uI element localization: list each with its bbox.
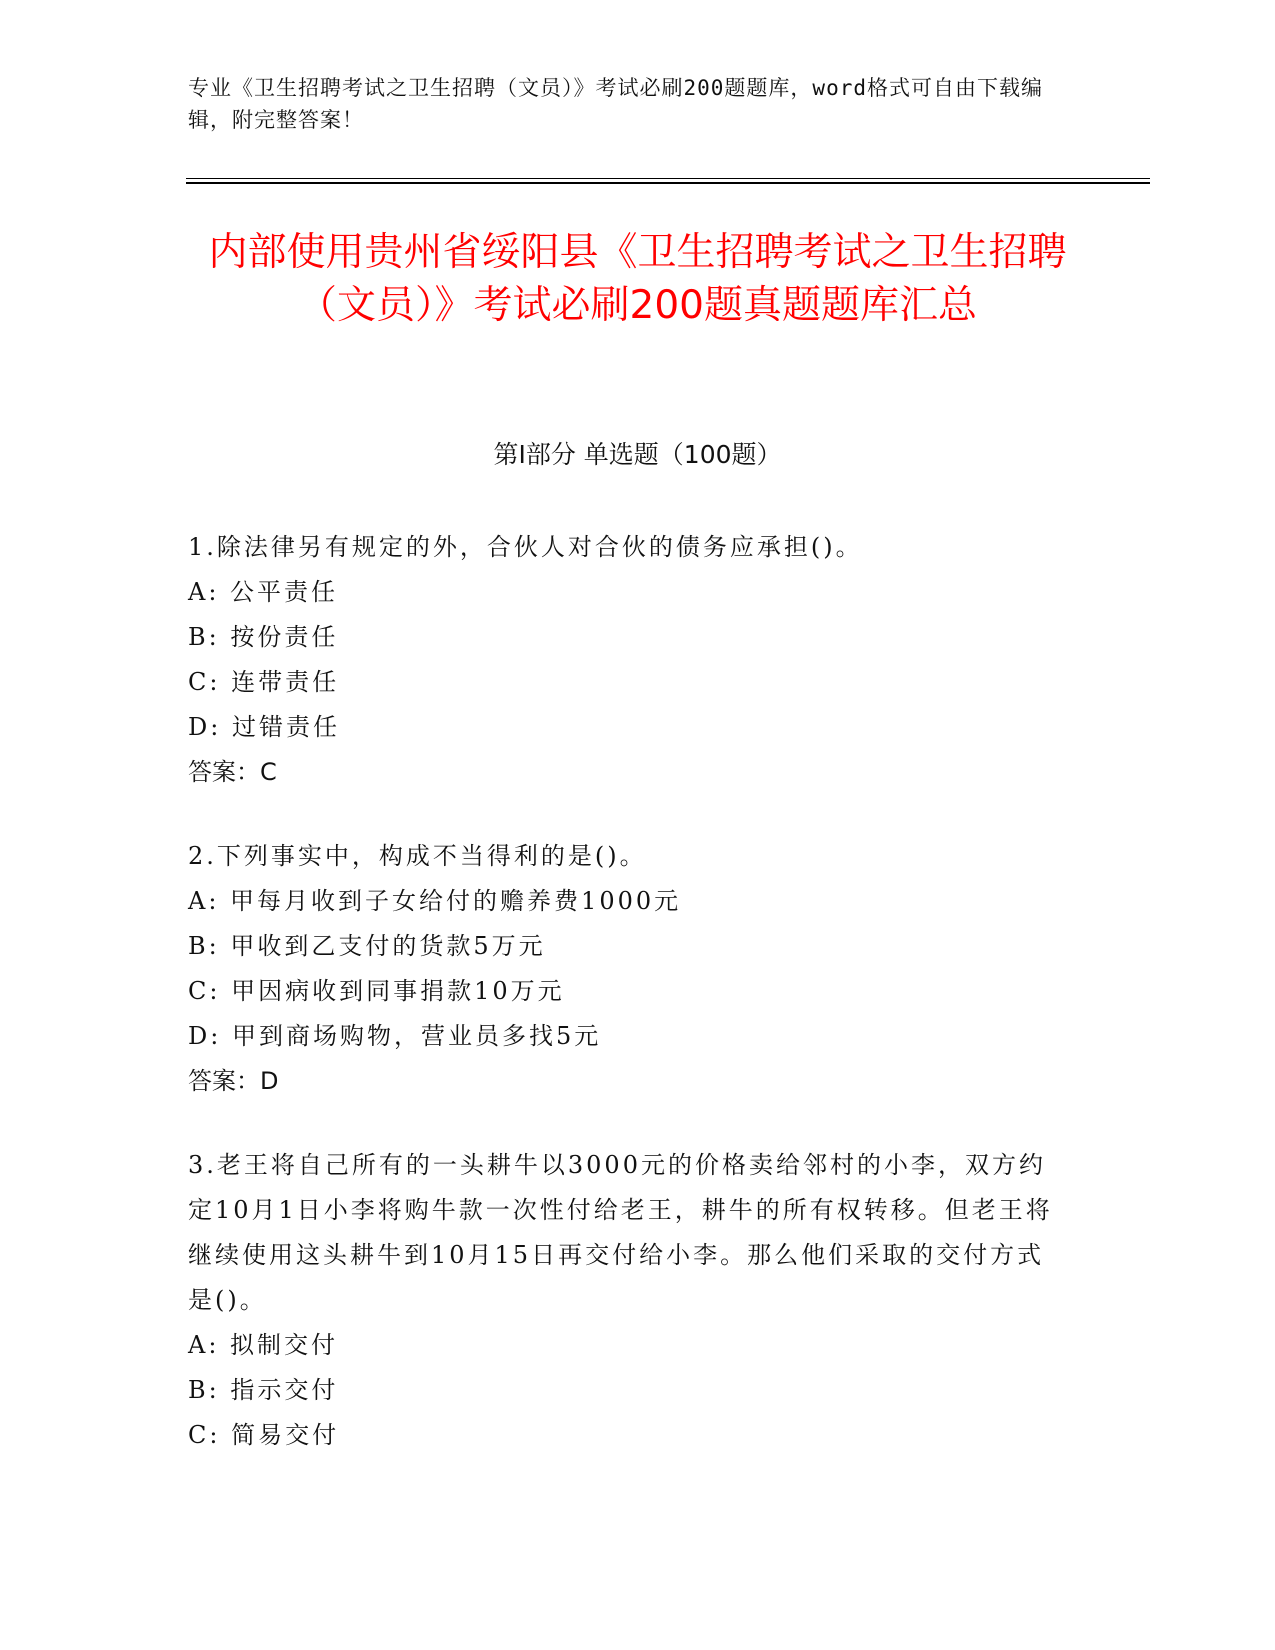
question-text: 2.下列事实中，构成不当得利的是()。	[188, 842, 647, 870]
option-a: A: 甲每月收到子女给付的赡养费1000元	[188, 887, 682, 915]
question-2	[188, 834, 1068, 1104]
option-d: D: 过错责任	[188, 713, 340, 741]
option-b: B: 指示交付	[188, 1376, 339, 1404]
option-b: B: 甲收到乙支付的货款5万元	[188, 932, 546, 960]
option-a: A: 公平责任	[188, 578, 339, 606]
question-1	[188, 525, 1068, 795]
document-title: 内部使用贵州省绥阳县《卫生招聘考试之卫生招聘（文员）》考试必刷200题真题题库汇总	[208, 230, 1067, 328]
answer: 答案：C	[188, 758, 277, 786]
option-a: A: 拟制交付	[188, 1331, 339, 1359]
option-c: C: 简易交付	[188, 1421, 340, 1449]
question-3	[188, 1143, 1068, 1458]
question-list	[188, 525, 1068, 1497]
question-text: 3.老王将自己所有的一头耕牛以3000元的价格卖给邻村的小李，双方约定10月1日小李将购牛款一次性付给老王，耕牛的所有权转移。但老王将继续使用这头耕牛到10月15日再交付给小李。那么他们采取的交付方式是()。	[188, 1151, 1053, 1314]
answer: 答案：D	[188, 1067, 279, 1095]
section-title: 第Ⅰ部分 单选题（100题）	[493, 440, 782, 469]
header-rule-thick	[186, 182, 1150, 184]
option-d: D: 甲到商场购物，营业员多找5元	[188, 1022, 602, 1050]
option-c: C: 甲因病收到同事捐款10万元	[188, 977, 565, 1005]
question-text: 1.除法律另有规定的外，合伙人对合伙的债务应承担()。	[188, 533, 863, 561]
option-b: B: 按份责任	[188, 623, 339, 651]
header-rule-thin	[186, 178, 1150, 179]
header-note: 专业《卫生招聘考试之卫生招聘（文员）》考试必刷200题题库，word格式可自由下载编辑，附完整答案！	[188, 76, 1043, 132]
option-c: C: 连带责任	[188, 668, 340, 696]
